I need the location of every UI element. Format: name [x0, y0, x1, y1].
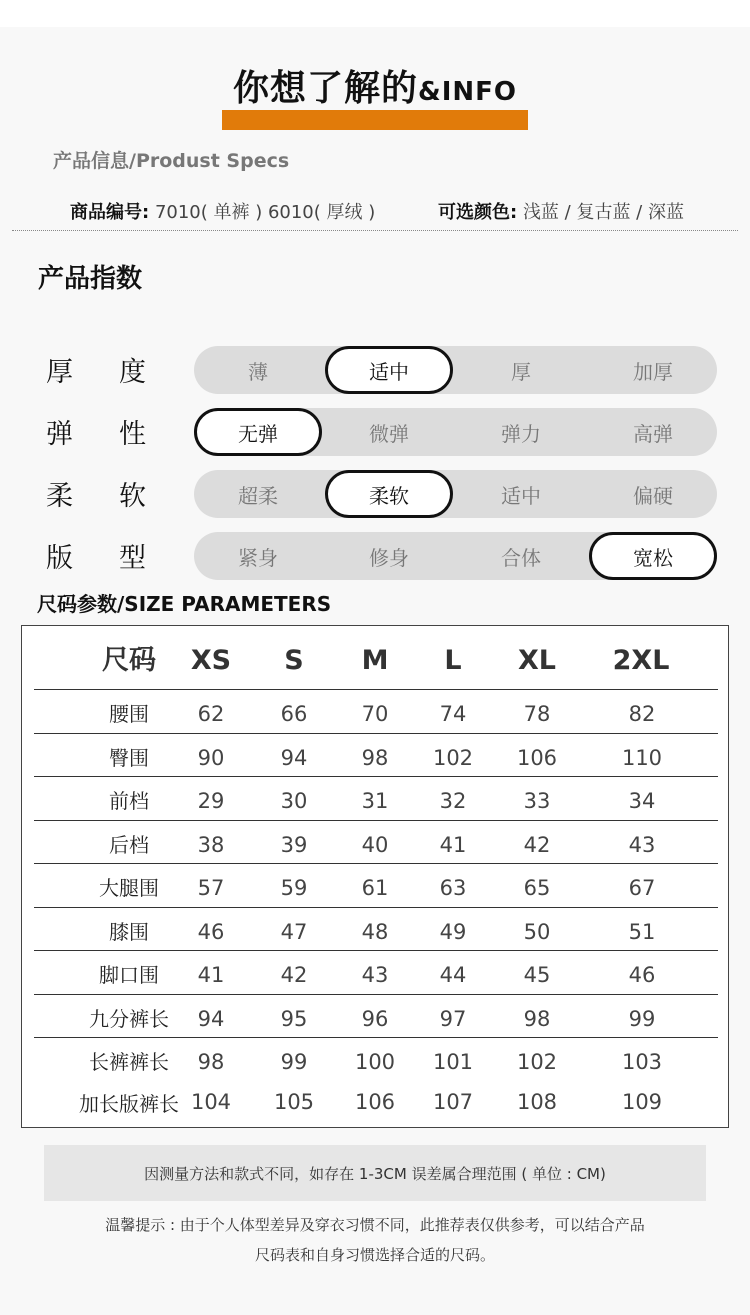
product-info-row — [0, 198, 750, 224]
size-value-cell: 46 — [628, 963, 656, 987]
index-option: 高弹 — [633, 421, 673, 446]
size-value-cell: 110 — [621, 746, 663, 770]
size-value-cell: 46 — [197, 920, 225, 944]
size-value-cell: 74 — [439, 702, 467, 726]
index-option: 偏硬 — [633, 483, 673, 508]
index-option: 薄 — [248, 359, 268, 384]
size-value-cell: 102 — [516, 1050, 558, 1074]
index-title: 产品指数 — [38, 264, 143, 294]
size-value-cell: 94 — [280, 746, 308, 770]
size-value-cell: 95 — [280, 1007, 308, 1031]
index-row-label — [46, 350, 146, 389]
index-row — [0, 530, 750, 580]
size-header-cell: M — [361, 645, 389, 676]
size-row-name: 九分裤长 — [89, 1007, 169, 1031]
tip-line-1: 温馨提示 : 由于个人体型差异及穿衣习惯不同，此推荐表仅供参考，可以结合产品 — [105, 1216, 645, 1234]
size-row-name: 腰围 — [109, 702, 149, 726]
size-value-cell: 67 — [628, 876, 656, 900]
size-value-cell: 98 — [523, 1007, 551, 1031]
index-row-label-char: 柔 — [46, 481, 73, 512]
index-option: 超柔 — [238, 483, 278, 508]
table-row — [34, 1038, 718, 1082]
size-value-cell: 98 — [361, 746, 389, 770]
size-value-cell: 34 — [628, 789, 656, 813]
size-header-cell: XL — [517, 645, 557, 676]
index-option: 紧身 — [238, 545, 278, 570]
table-row — [34, 1082, 718, 1126]
index-row-label — [46, 412, 146, 451]
size-value-cell: 41 — [197, 963, 225, 987]
index-row-label — [46, 536, 146, 575]
size-value-cell: 104 — [190, 1090, 232, 1114]
dotted-divider — [12, 230, 738, 231]
size-value-cell: 32 — [439, 789, 467, 813]
index-option: 修身 — [369, 545, 409, 570]
size-header-cell: L — [444, 645, 462, 676]
size-row-name: 大腿围 — [99, 876, 159, 900]
product-code-label: 商品编号: — [70, 202, 150, 223]
header-title — [0, 60, 750, 111]
size-value-cell: 63 — [439, 876, 467, 900]
index-row-label-char: 软 — [119, 481, 146, 512]
product-colors-value: 浅蓝 / 复古蓝 / 深蓝 — [522, 202, 684, 223]
index-option: 适中 — [501, 483, 541, 508]
index-option-selected: 柔软 — [325, 470, 453, 518]
table-row — [34, 821, 718, 864]
table-row — [34, 951, 718, 995]
size-value-cell: 106 — [354, 1090, 396, 1114]
size-value-cell: 61 — [361, 876, 389, 900]
size-value-cell: 45 — [523, 963, 551, 987]
size-value-cell: 51 — [628, 920, 656, 944]
index-option: 弹力 — [501, 421, 541, 446]
index-row — [0, 406, 750, 456]
size-value-cell: 97 — [439, 1007, 467, 1031]
table-row — [34, 995, 718, 1038]
size-value-cell: 103 — [621, 1050, 663, 1074]
index-row-label — [46, 474, 146, 513]
size-value-cell: 47 — [280, 920, 308, 944]
size-value-cell: 65 — [523, 876, 551, 900]
size-value-cell: 78 — [523, 702, 551, 726]
size-value-cell: 33 — [523, 789, 551, 813]
size-header-cell: 尺码 — [102, 645, 156, 676]
index-option-selected: 宽松 — [589, 532, 717, 580]
size-value-cell: 66 — [280, 702, 308, 726]
size-value-cell: 43 — [628, 833, 656, 857]
size-value-cell: 105 — [273, 1090, 315, 1114]
index-scale — [194, 532, 717, 580]
size-row-name: 脚口围 — [99, 963, 159, 987]
size-value-cell: 38 — [197, 833, 225, 857]
index-option: 微弹 — [369, 421, 409, 446]
index-option-selected: 适中 — [325, 346, 453, 394]
size-value-cell: 42 — [280, 963, 308, 987]
size-value-cell: 96 — [361, 1007, 389, 1031]
measure-note — [44, 1145, 706, 1201]
size-value-cell: 49 — [439, 920, 467, 944]
index-row-label-char: 版 — [46, 543, 73, 574]
size-row-name: 前档 — [109, 789, 149, 813]
index-option: 厚 — [511, 359, 531, 384]
size-row-name: 膝围 — [109, 920, 149, 944]
size-value-cell: 107 — [432, 1090, 474, 1114]
size-row-name: 长裤裤长 — [89, 1050, 169, 1074]
product-code-value: 7010( 单裤 ) 6010( 厚绒 ) — [154, 202, 376, 223]
size-value-cell: 48 — [361, 920, 389, 944]
table-row — [34, 908, 718, 951]
index-row-label-char: 度 — [119, 357, 146, 388]
size-table — [21, 625, 729, 1128]
size-value-cell: 70 — [361, 702, 389, 726]
size-value-cell: 100 — [354, 1050, 396, 1074]
size-value-cell: 101 — [432, 1050, 474, 1074]
index-option: 加厚 — [633, 359, 673, 384]
size-header-cell: S — [284, 645, 304, 676]
size-value-cell: 59 — [280, 876, 308, 900]
tip-line-2: 尺码表和自身习惯选择合适的尺码。 — [254, 1246, 495, 1264]
size-value-cell: 39 — [280, 833, 308, 857]
product-info-subtitle: 产品信息/Produst Specs — [53, 150, 290, 172]
table-row — [34, 777, 718, 821]
size-header-cell: 2XL — [612, 645, 670, 676]
size-value-cell: 90 — [197, 746, 225, 770]
size-value-cell: 108 — [516, 1090, 558, 1114]
header-accent-bar — [222, 110, 528, 130]
section-header — [0, 58, 750, 118]
table-row — [34, 864, 718, 908]
size-value-cell: 42 — [523, 833, 551, 857]
index-row-label-char: 型 — [119, 543, 146, 574]
size-value-cell: 106 — [516, 746, 558, 770]
size-value-cell: 41 — [439, 833, 467, 857]
index-option-selected: 无弹 — [194, 408, 322, 456]
index-row-label-char: 性 — [119, 419, 146, 450]
size-value-cell: 99 — [280, 1050, 308, 1074]
size-value-cell: 50 — [523, 920, 551, 944]
size-value-cell: 94 — [197, 1007, 225, 1031]
measure-note-text: 因测量方法和款式不同，如存在 1-3CM 误差属合理范围 ( 单位 : CM) — [144, 1164, 606, 1183]
size-value-cell: 57 — [197, 876, 225, 900]
index-row-label-char: 厚 — [46, 357, 73, 388]
index-scale — [194, 470, 717, 518]
size-value-cell: 40 — [361, 833, 389, 857]
header-title-cn: 你想了解的 — [233, 68, 419, 109]
size-header-cell: XS — [190, 645, 232, 676]
size-row-name: 后档 — [109, 833, 149, 857]
size-value-cell: 31 — [361, 789, 389, 813]
size-table-header — [34, 626, 718, 690]
index-scale — [194, 346, 717, 394]
index-row — [0, 468, 750, 518]
size-value-cell: 29 — [197, 789, 225, 813]
product-colors-label: 可选颜色: — [438, 202, 518, 223]
index-option: 合体 — [501, 545, 541, 570]
size-value-cell: 102 — [432, 746, 474, 770]
size-value-cell: 98 — [197, 1050, 225, 1074]
size-value-cell: 109 — [621, 1090, 663, 1114]
size-row-name: 加长版裤长 — [79, 1092, 179, 1116]
product-code — [70, 198, 375, 224]
size-value-cell: 44 — [439, 963, 467, 987]
size-title: 尺码参数/SIZE PARAMETERS — [37, 592, 332, 616]
index-row — [0, 344, 750, 394]
product-colors — [438, 198, 684, 224]
table-row — [34, 734, 718, 777]
size-value-cell: 99 — [628, 1007, 656, 1031]
size-value-cell: 30 — [280, 789, 308, 813]
index-scale — [194, 408, 717, 456]
header-title-en: &INFO — [418, 77, 517, 107]
table-row — [34, 690, 718, 734]
size-value-cell: 43 — [361, 963, 389, 987]
size-value-cell: 62 — [197, 702, 225, 726]
size-row-name: 臀围 — [109, 746, 149, 770]
size-value-cell: 82 — [628, 702, 656, 726]
index-row-label-char: 弹 — [46, 419, 73, 450]
